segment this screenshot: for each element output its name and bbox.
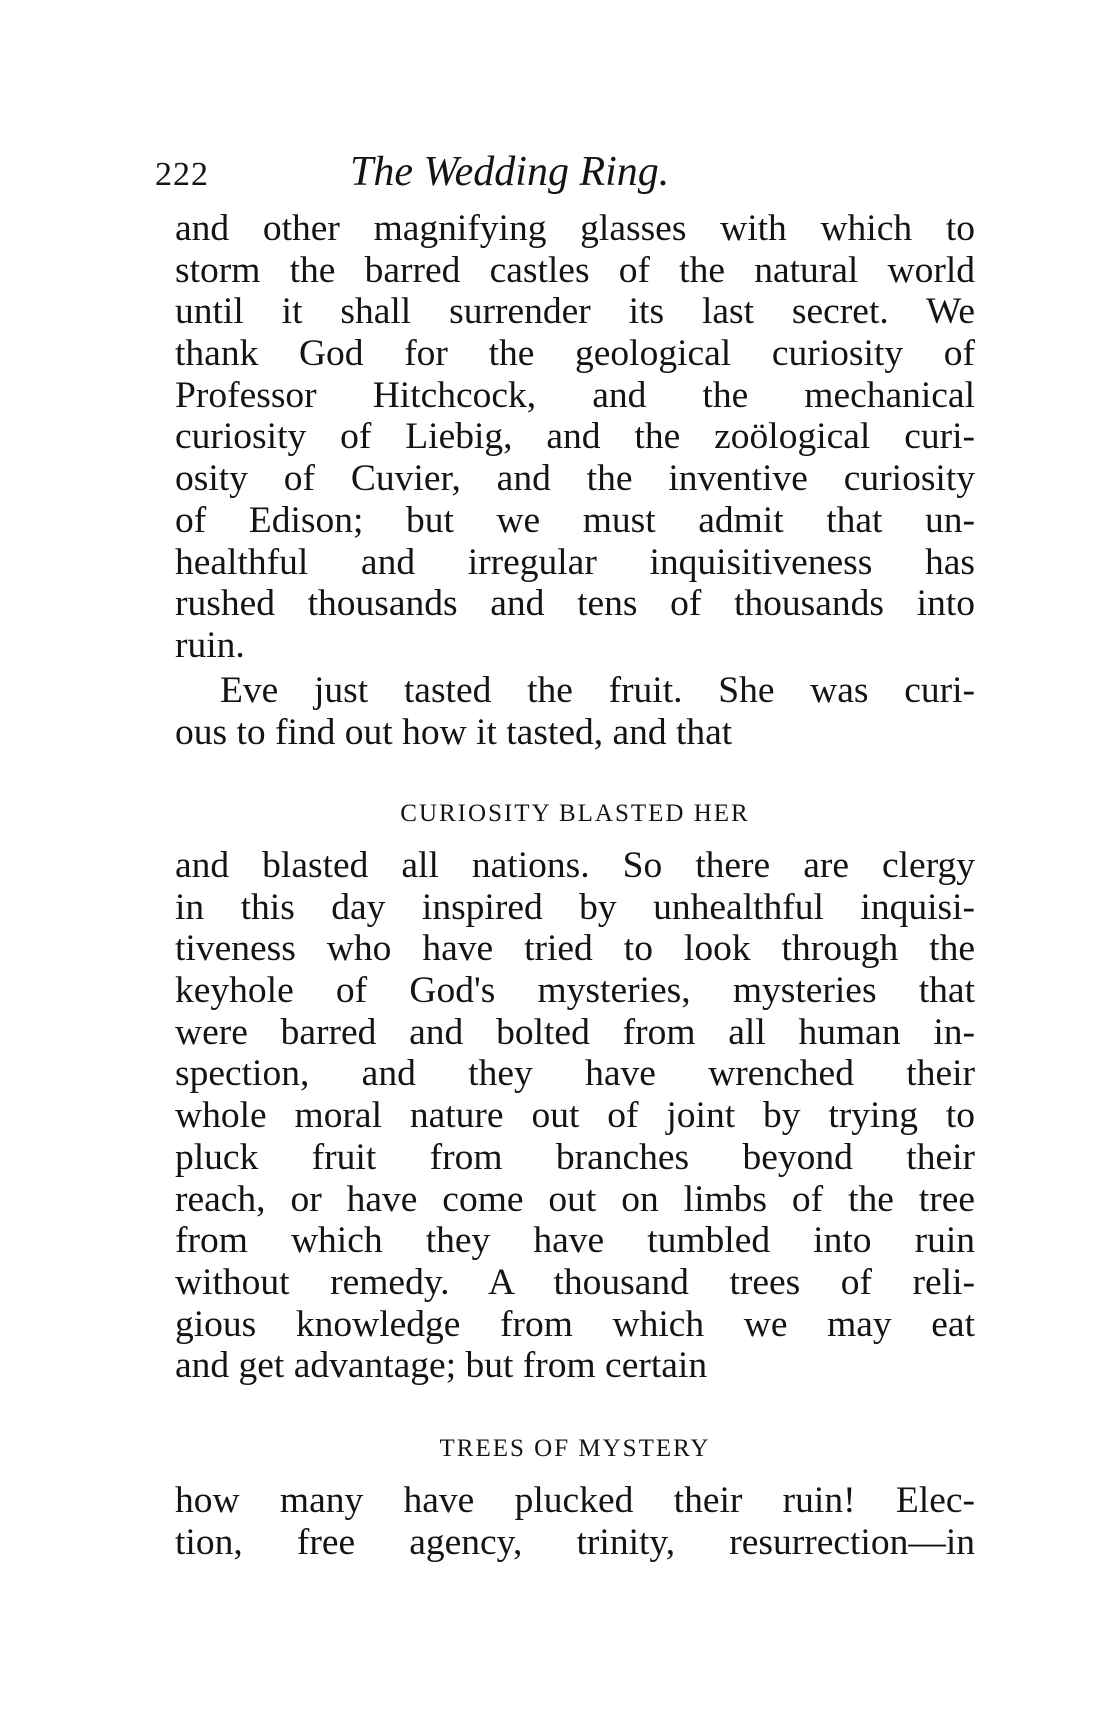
text-line: and other magnifying glasses with which to (175, 208, 975, 249)
page-number: 222 (155, 156, 209, 193)
text-line: how many have plucked their ruin! Elec- (175, 1480, 975, 1521)
section-heading-curiosity: CURIOSITY BLASTED HER (400, 800, 750, 827)
text-line: until it shall surrender its last secret. We (175, 291, 975, 333)
paragraph-4 (175, 1480, 975, 1563)
text-line: storm the barred castles of the natural world (175, 249, 975, 291)
text-line: reach, or have come out on limbs of the tree (175, 1178, 975, 1220)
text-line: tiveness who have tried to look through the (175, 928, 975, 970)
text-line: from which they have tumbled into ruin (175, 1220, 975, 1262)
text-line: pluck fruit from branches beyond their (175, 1136, 975, 1178)
text-line: curiosity of Liebig, and the zoölogical curi- (175, 416, 975, 458)
paragraph-2 (175, 670, 975, 753)
section-heading-trees: TREES OF MYSTERY (439, 1435, 711, 1462)
text-line: without remedy. A thousand trees of reli- (175, 1261, 975, 1303)
text-line: ruin. (175, 624, 245, 666)
text-line: tion, free agency, trinity, resurrection—in (175, 1521, 975, 1563)
text-line: in this day inspired by unhealthful inquisi- (175, 886, 975, 928)
text-line: thank God for the geological curiosity of (175, 333, 975, 375)
text-line: whole moral nature out of joint by trying to (175, 1095, 975, 1137)
paragraph-1 (175, 208, 975, 667)
text-line: and get advantage; but from certain (175, 1345, 708, 1387)
text-line: osity of Cuvier, and the inventive curiosity (175, 458, 975, 500)
text-line: spection, and they have wrenched their (175, 1053, 975, 1095)
text-line: of Edison; but we must admit that un- (175, 499, 975, 541)
paragraph-3 (175, 845, 975, 1387)
text-line: Professor Hitchcock, and the mechanical (175, 374, 975, 416)
text-line: healthful and irregular inquisitiveness has (175, 541, 975, 583)
running-title: The Wedding Ring. (350, 149, 670, 195)
text-line: and blasted all nations. So there are clergy (175, 845, 975, 886)
text-line: keyhole of God's mysteries, mysteries that (175, 970, 975, 1012)
text-line: rushed thousands and tens of thousands into (175, 583, 975, 625)
text-line: were barred and bolted from all human in- (175, 1011, 975, 1053)
text-line: ous to find out how it tasted, and that (175, 711, 733, 753)
text-line: Eve just tasted the fruit. She was curi- (220, 670, 975, 711)
page-header (155, 148, 975, 208)
text-line: gious knowledge from which we may eat (175, 1303, 975, 1345)
